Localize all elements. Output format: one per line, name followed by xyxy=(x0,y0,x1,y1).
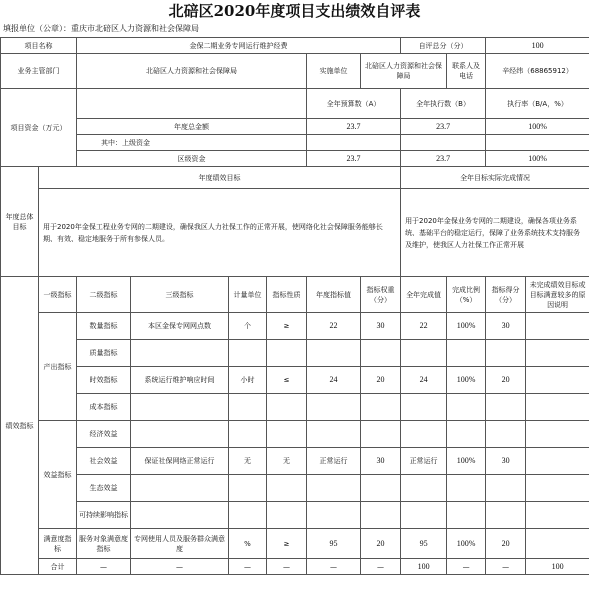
indicator-header: 指标得分（分） xyxy=(486,277,526,313)
ratio-cell xyxy=(447,340,486,367)
actual-cell xyxy=(401,421,447,448)
funds-section-label: 项目资金（万元） xyxy=(1,89,77,167)
ratio-cell: 100% xyxy=(447,313,486,340)
level3-cell: 专网使用人员及服务群众满意度 xyxy=(131,529,229,559)
indicator-header: 一级指标 xyxy=(39,277,77,313)
score-cell xyxy=(486,394,526,421)
contact-value: 辛经纬（68865912） xyxy=(486,54,589,89)
ratio-cell: 100% xyxy=(447,448,486,475)
level3-cell: 系统运行维护响应时间 xyxy=(131,367,229,394)
nature-cell xyxy=(267,340,307,367)
target-cell xyxy=(307,340,361,367)
level2-cell: 质量指标 xyxy=(77,340,131,367)
total-score: 100 xyxy=(486,38,589,54)
funds-row-rate: 100% xyxy=(486,119,589,135)
total-dash: — xyxy=(307,559,361,575)
indicator-header: 全年完成值 xyxy=(401,277,447,313)
funds-row-label: 区级资金 xyxy=(77,151,307,167)
ratio-cell xyxy=(447,421,486,448)
actual-cell xyxy=(401,502,447,529)
level3-cell xyxy=(131,502,229,529)
level3-cell xyxy=(131,394,229,421)
funds-row-label: 其中：上级资金 xyxy=(77,135,307,151)
unit-cell xyxy=(229,475,267,502)
goals-actual-text: 用于2020年金保业务专网的二期建设，确保各项业务系统、基础平台的稳定运行，保障了业务系统技术支持服务及维护，使我区人力社保工作正常开展 xyxy=(401,189,589,277)
indicator-header: 计量单位 xyxy=(229,277,267,313)
total-score: 100 xyxy=(526,559,589,575)
page-title: 北碚区2020年度项目支出绩效自评表 xyxy=(168,2,421,20)
target-cell: 24 xyxy=(307,367,361,394)
indicator-header: 指标性质 xyxy=(267,277,307,313)
reason-cell xyxy=(526,340,589,367)
reason-cell xyxy=(526,394,589,421)
indicator-header: 年度指标值 xyxy=(307,277,361,313)
target-cell xyxy=(307,475,361,502)
level3-cell xyxy=(131,340,229,367)
project-name: 金保二期业务专网运行维护经费 xyxy=(77,38,401,54)
score-cell xyxy=(486,475,526,502)
nature-cell xyxy=(267,475,307,502)
funds-row-b: 23.7 xyxy=(401,151,486,167)
total-dash: — xyxy=(267,559,307,575)
unit-cell xyxy=(229,394,267,421)
level2-cell: 成本指标 xyxy=(77,394,131,421)
score-cell: 30 xyxy=(486,313,526,340)
ratio-cell: 100% xyxy=(447,529,486,559)
indicators-section-label: 绩效指标 xyxy=(1,277,39,575)
indicator-header: 未完成绩效目标或目标满意较多的原因说明 xyxy=(526,277,589,313)
total-weight: 100 xyxy=(401,559,447,575)
total-dash: — xyxy=(77,559,131,575)
level3-cell xyxy=(131,475,229,502)
funds-col-b: 全年执行数（B） xyxy=(401,89,486,119)
contact-label: 联系人及电话 xyxy=(447,54,486,89)
indicator-header: 二级指标 xyxy=(77,277,131,313)
nature-cell: ≤ xyxy=(267,367,307,394)
funds-row-b: 23.7 xyxy=(401,119,486,135)
score-cell: 30 xyxy=(486,448,526,475)
level2-cell: 数量指标 xyxy=(77,313,131,340)
funds-row-b xyxy=(401,135,486,151)
funds-row-rate: 100% xyxy=(486,151,589,167)
unit-cell: 小时 xyxy=(229,367,267,394)
ratio-cell xyxy=(447,475,486,502)
impl-value: 北碚区人力资源和社会保障局 xyxy=(361,54,447,89)
target-cell: 22 xyxy=(307,313,361,340)
level2-cell: 服务对象满意度指标 xyxy=(77,529,131,559)
weight-cell xyxy=(361,394,401,421)
weight-cell: 30 xyxy=(361,448,401,475)
score-cell xyxy=(486,502,526,529)
goals-actual-header: 全年目标实际完成情况 xyxy=(401,167,589,189)
target-cell: 正常运行 xyxy=(307,448,361,475)
funds-blank xyxy=(77,89,307,119)
actual-cell xyxy=(401,340,447,367)
actual-cell xyxy=(401,394,447,421)
actual-cell: 24 xyxy=(401,367,447,394)
level1-benefit: 效益指标 xyxy=(39,421,77,529)
impl-label: 实施单位 xyxy=(307,54,361,89)
total-dash: — xyxy=(486,559,526,575)
level1-output: 产出指标 xyxy=(39,313,77,421)
unit-cell: 个 xyxy=(229,313,267,340)
funds-row-label: 年度总金额 xyxy=(77,119,307,135)
level2-cell: 可持续影响指标 xyxy=(77,502,131,529)
level3-cell: 本区金保专网网点数 xyxy=(131,313,229,340)
reason-cell xyxy=(526,313,589,340)
score-cell xyxy=(486,421,526,448)
nature-cell: 无 xyxy=(267,448,307,475)
funds-row-a: 23.7 xyxy=(307,119,401,135)
total-label: 合计 xyxy=(39,559,77,575)
funds-row-a xyxy=(307,135,401,151)
score-label: 自评总分（分） xyxy=(401,38,486,54)
weight-cell xyxy=(361,475,401,502)
target-cell xyxy=(307,421,361,448)
nature-cell: ≥ xyxy=(267,529,307,559)
ratio-cell: 100% xyxy=(447,367,486,394)
dept-value: 北碚区人力资源和社会保障局 xyxy=(77,54,307,89)
score-cell: 20 xyxy=(486,529,526,559)
unit-cell: 无 xyxy=(229,448,267,475)
total-dash: — xyxy=(229,559,267,575)
indicator-header: 三级指标 xyxy=(131,277,229,313)
ratio-cell xyxy=(447,394,486,421)
level1-satisfaction: 满意度指标 xyxy=(39,529,77,559)
level2-cell: 社会效益 xyxy=(77,448,131,475)
level2-cell: 经济效益 xyxy=(77,421,131,448)
reason-cell xyxy=(526,529,589,559)
actual-cell xyxy=(401,475,447,502)
level3-cell xyxy=(131,421,229,448)
funds-row-rate xyxy=(486,135,589,151)
actual-cell: 95 xyxy=(401,529,447,559)
level3-cell: 保证社保网络正常运行 xyxy=(131,448,229,475)
nature-cell xyxy=(267,394,307,421)
target-cell xyxy=(307,502,361,529)
indicator-header: 指标权重（分） xyxy=(361,277,401,313)
score-cell: 20 xyxy=(486,367,526,394)
funds-col-rate: 执行率（B/A，%） xyxy=(486,89,589,119)
total-dash: — xyxy=(131,559,229,575)
reporting-unit: 填报单位（公章）：重庆市北碚区人力资源和社会保障局 xyxy=(3,24,199,33)
nature-cell xyxy=(267,421,307,448)
weight-cell xyxy=(361,421,401,448)
weight-cell xyxy=(361,340,401,367)
funds-col-a: 全年预算数（A） xyxy=(307,89,401,119)
actual-cell: 正常运行 xyxy=(401,448,447,475)
goals-section-label: 年度总体目标 xyxy=(1,167,39,277)
total-dash: — xyxy=(361,559,401,575)
funds-row-a: 23.7 xyxy=(307,151,401,167)
target-cell: 95 xyxy=(307,529,361,559)
score-cell xyxy=(486,340,526,367)
project-name-label: 项目名称 xyxy=(1,38,77,54)
nature-cell: ≥ xyxy=(267,313,307,340)
goals-target-header: 年度绩效目标 xyxy=(39,167,401,189)
reason-cell xyxy=(526,448,589,475)
unit-cell xyxy=(229,502,267,529)
reason-cell xyxy=(526,475,589,502)
weight-cell: 20 xyxy=(361,367,401,394)
reason-cell xyxy=(526,367,589,394)
unit-cell: % xyxy=(229,529,267,559)
indicator-header: 完成比例（%） xyxy=(447,277,486,313)
reason-cell xyxy=(526,421,589,448)
total-dash: — xyxy=(447,559,486,575)
weight-cell: 20 xyxy=(361,529,401,559)
reason-cell xyxy=(526,502,589,529)
unit-cell xyxy=(229,340,267,367)
actual-cell: 22 xyxy=(401,313,447,340)
evaluation-table xyxy=(0,37,589,575)
goals-target-text: 用于2020年金保工程业务专网的二期建设，确保我区人力社保工作的正常开展，使网络化社会保障服务能够长期、有效、稳定地服务于所有参保人员。 xyxy=(39,189,401,277)
ratio-cell xyxy=(447,502,486,529)
nature-cell xyxy=(267,502,307,529)
weight-cell: 30 xyxy=(361,313,401,340)
level2-cell: 生态效益 xyxy=(77,475,131,502)
dept-label: 业务主管部门 xyxy=(1,54,77,89)
target-cell xyxy=(307,394,361,421)
unit-cell xyxy=(229,421,267,448)
weight-cell xyxy=(361,502,401,529)
level2-cell: 时效指标 xyxy=(77,367,131,394)
